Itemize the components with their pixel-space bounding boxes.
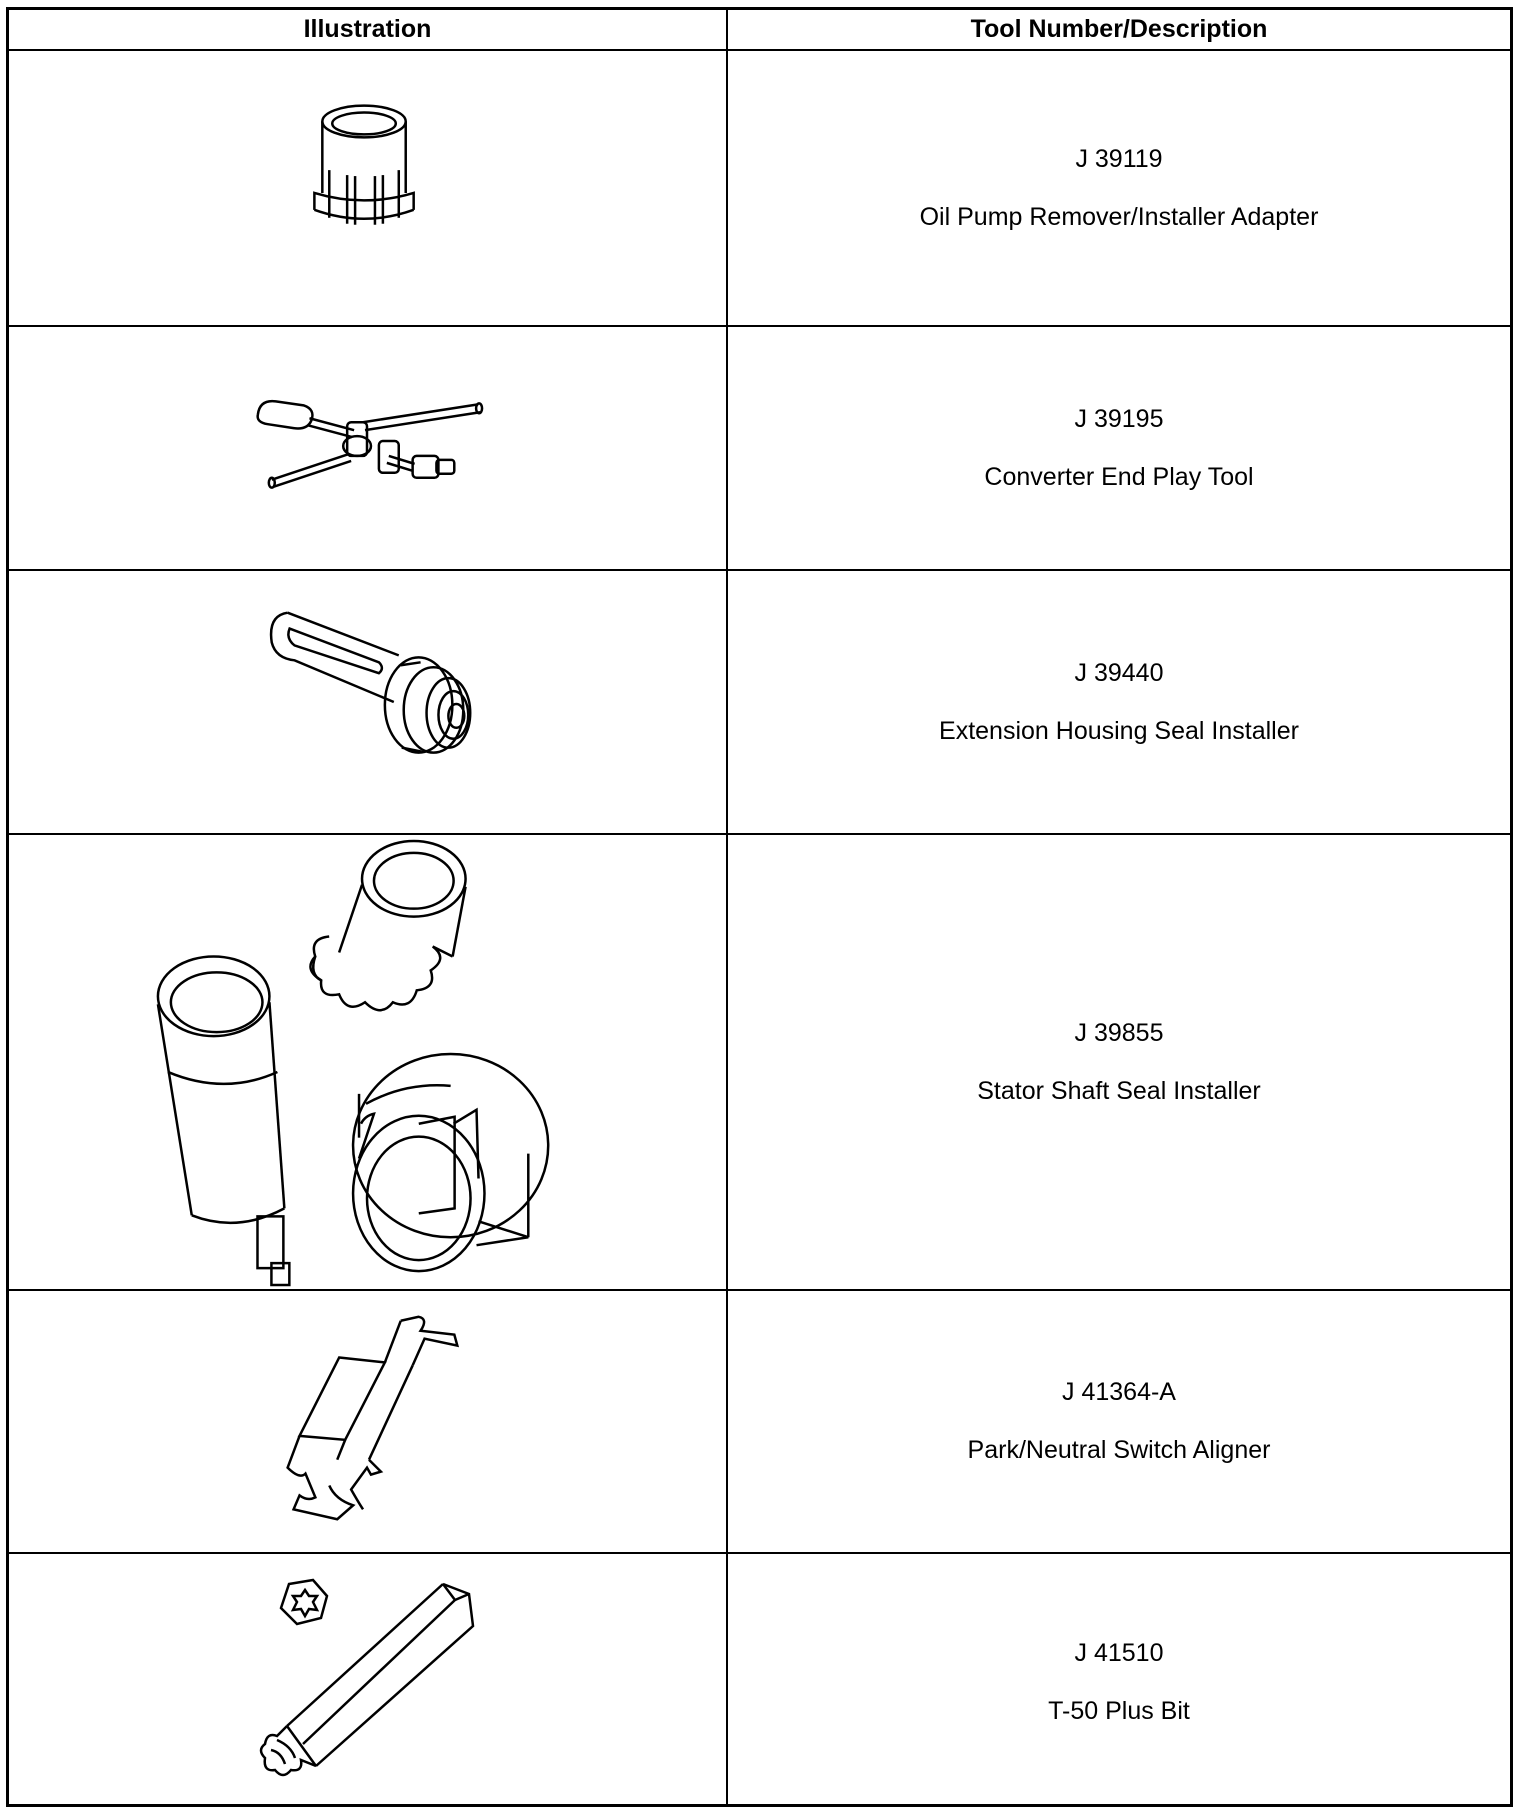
tool-description: Converter End Play Tool [984,462,1254,491]
table-row [9,327,1510,571]
tool-number: J 41510 [1074,1638,1164,1667]
tool-description: Stator Shaft Seal Installer [977,1076,1261,1105]
illustration-cell [9,51,726,325]
tool-description: T-50 Plus Bit [1048,1696,1190,1725]
tool-number: J 39855 [1074,1018,1164,1047]
table-row [9,835,1510,1291]
torx-bit-icon [9,1554,726,1810]
description-cell [728,51,1510,325]
description-cell [728,327,1510,569]
description-cell [728,1291,1510,1552]
description-cell [728,835,1510,1289]
table-row [9,1291,1510,1554]
table-row [9,51,1510,327]
tool-number: J 39195 [1074,404,1164,433]
table-header-row [9,10,1510,51]
header-illustration: Illustration [303,15,432,43]
special-tools-table [6,7,1513,1807]
tool-number: J 41364-A [1062,1378,1176,1406]
end-play-tool-icon [9,327,726,569]
switch-aligner-icon [9,1291,726,1552]
description-cell [728,571,1510,833]
illustration-cell [9,835,726,1289]
table-row [9,571,1510,835]
tool-number: J 39440 [1074,658,1164,687]
tool-number: J 39119 [1075,144,1163,173]
tool-description: Extension Housing Seal Installer [939,716,1299,745]
illustration-cell [9,571,726,833]
stator-seal-installer-icon [9,835,726,1289]
table-row [9,1554,1510,1810]
tool-description: Park/Neutral Switch Aligner [967,1436,1271,1464]
illustration-cell [9,327,726,569]
oil-pump-adapter-icon [9,51,726,325]
illustration-cell [9,1554,726,1810]
description-cell [728,1554,1510,1810]
header-tool-description: Tool Number/Description [970,15,1268,43]
seal-installer-icon [9,571,726,833]
tool-description: Oil Pump Remover/Installer Adapter [919,202,1319,231]
illustration-cell [9,1291,726,1552]
